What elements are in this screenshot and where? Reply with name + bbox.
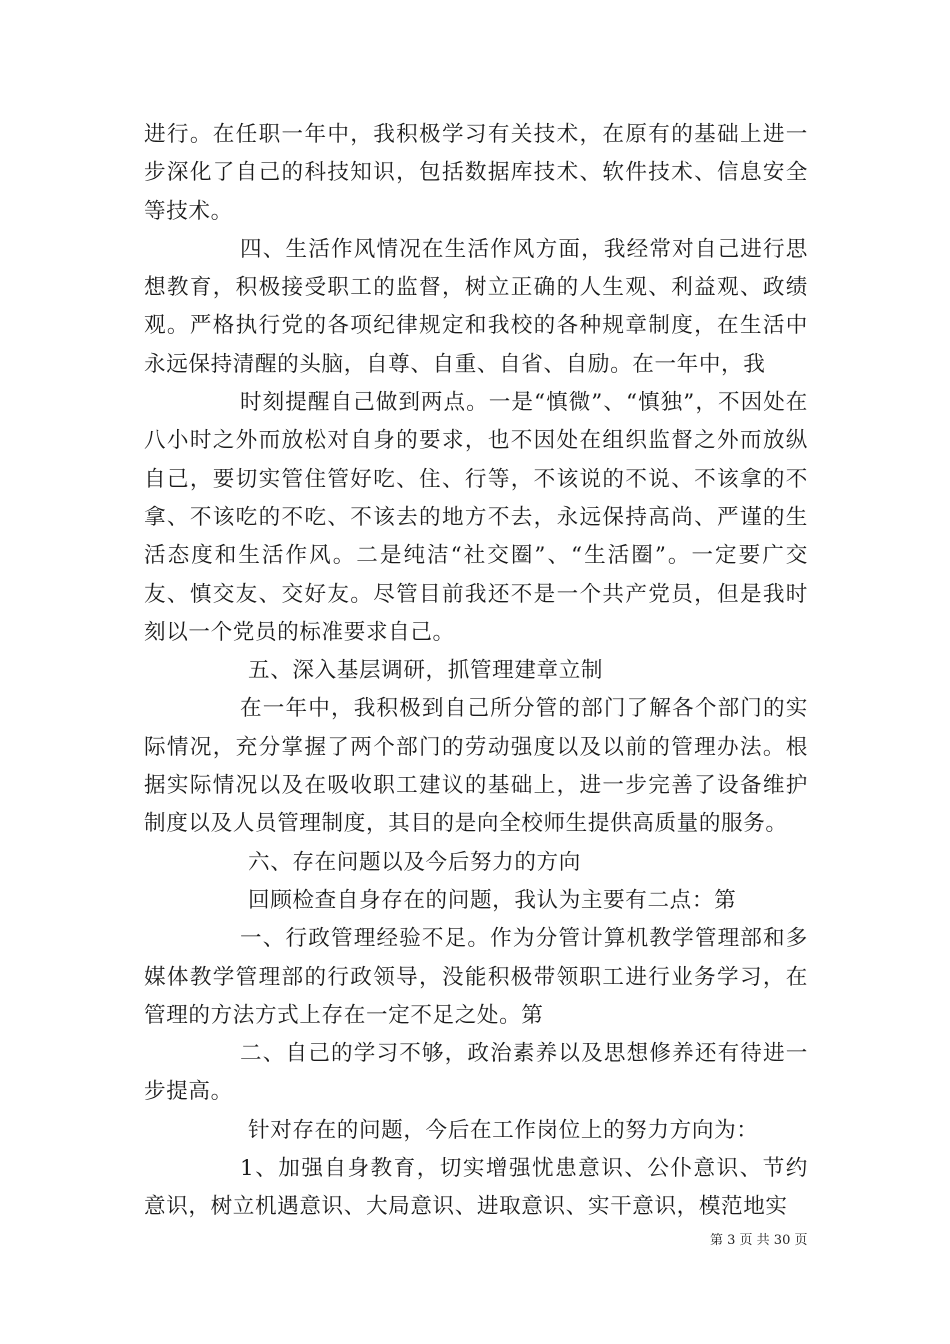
paragraph-7: 回顾检查自身存在的问题，我认为主要有二点：第 bbox=[248, 887, 737, 913]
section-heading-6: 六、存在问题以及今后努力的方向 bbox=[248, 849, 581, 875]
paragraph-11: 1、加强自身教育，切实增强忧患意识、公仆意识、节约意识，树立机遇意识、大局意识、进取意识、实干意识，模范地实 bbox=[144, 1156, 808, 1220]
paragraph-1: 进行。在任职一年中，我积极学习有关技术，在原有的基础上进一步深化了自己的科技知识，包括数据库技术、软件技术、信息安全等技术。 bbox=[144, 122, 808, 224]
paragraph-8: 一、行政管理经验不足。作为分管计算机教学管理部和多媒体教学管理部的行政领导，没能积极带领职工进行业务学习，在管理的方法方式上存在一定不足之处。第 bbox=[144, 926, 808, 1028]
page-number-footer: 第 3 页 共 30 页 bbox=[710, 1233, 808, 1248]
paragraph-2: 四、生活作风情况在生活作风方面，我经常对自己进行思想教育，积极接受职工的监督，树立正确的人生观、利益观、政绩观。严格执行党的各项纪律规定和我校的各种规章制度，在生活中永远保持清醒的头脑，自尊、自重、自省、自励。在一年中，我 bbox=[144, 236, 808, 377]
document-body bbox=[144, 116, 808, 1227]
section-heading-5: 五、深入基层调研，抓管理建章立制 bbox=[248, 658, 604, 684]
paragraph-3: 时刻提醒自己做到两点。一是“慎微”、“慎独”，不因处在八小时之外而放松对自身的要求，也不因处在组织监督之外而放纵自己，要切实管住管好吃、住、行等，不该说的不说、不该拿的不拿、不该吃的不吃、不该去的地方不去，永远保持高尚、严谨的生活态度和生活作风。二是纯洁“社交圈”、“生活圈”。一定要广交友、慎交友、交好友。尽管目前我还不是一个共产党员，但是我时刻以一个党员的标准要求自己。 bbox=[144, 390, 808, 645]
paragraph-9: 二、自己的学习不够，政治素养以及思想修养还有待进一步提高。 bbox=[144, 1041, 808, 1105]
paragraph-10: 针对存在的问题，今后在工作岗位上的努力方向为： bbox=[248, 1117, 759, 1143]
paragraph-5: 在一年中，我积极到自己所分管的部门了解各个部门的实际情况，充分掌握了两个部门的劳动强度以及以前的管理办法。根据实际情况以及在吸收职工建议的基础上，进一步完善了设备维护制度以及人员管理制度，其目的是向全校师生提供高质量的服务。 bbox=[144, 696, 808, 837]
